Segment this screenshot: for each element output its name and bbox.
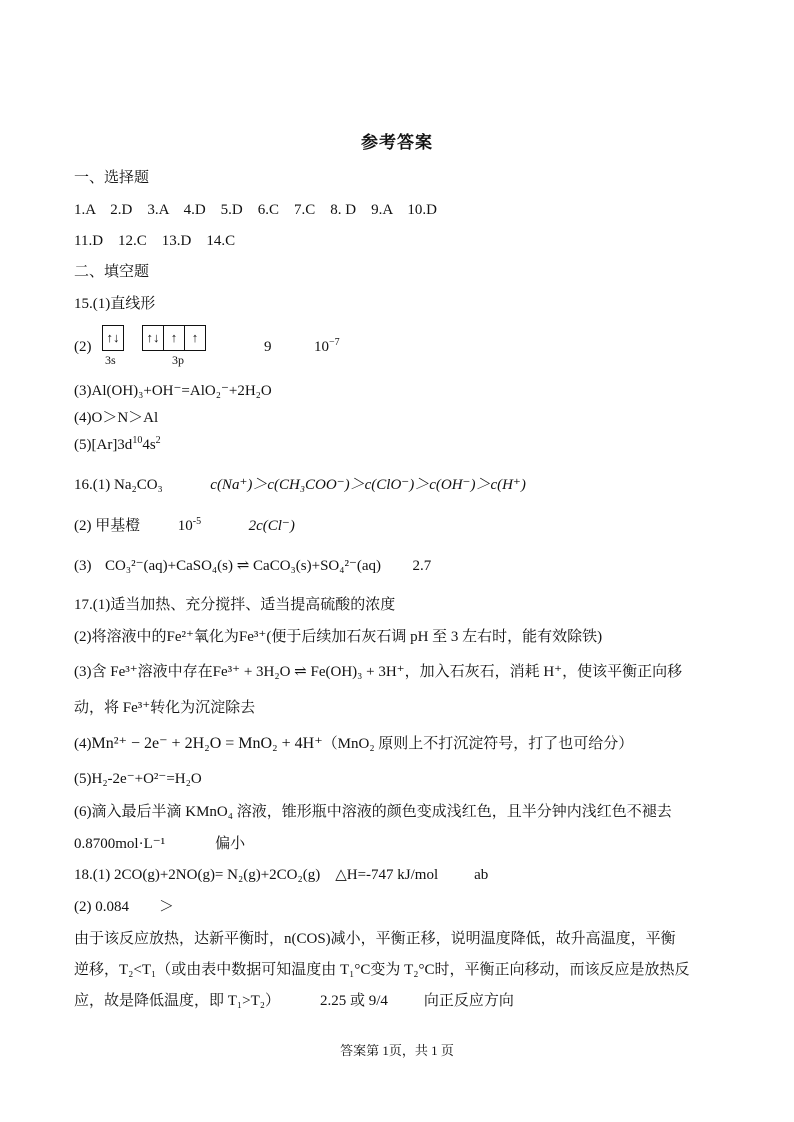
orbital-label-3s: 3s xyxy=(105,353,116,367)
q16-part2-expression: 2c(Cl⁻) xyxy=(248,518,295,534)
orbital-3p xyxy=(142,325,205,367)
q16-equation: CO₃²⁻(aq)+CaSO₄(s) ⇌ CaCO₃(s)+SO₄²⁻(aq) xyxy=(105,558,382,574)
page-footer: 答案第 1页，共 1 页 xyxy=(340,1043,454,1058)
q15-value-9: 9 xyxy=(264,339,272,355)
q16-concentration-order: c(Na⁺)＞c(CH₃COO⁻)＞c(ClO⁻)＞c(OH⁻)＞c(H⁺) xyxy=(210,477,526,493)
q16-part3: (3) CO₃²⁻(aq)+CaSO₄(s) ⇌ CaCO₃(s)+SO₄²⁻(aq) 2.7 xyxy=(74,558,432,574)
q17-part3: (3)含 Fe³⁺溶液中存在Fe³⁺ + 3H₂O ⇌ Fe(OH)₃ + 3H⁺，加入石灰石，消耗 H⁺，使该平衡正向移 xyxy=(74,664,683,680)
q16-part1-label: 16.(1) Na₂CO₃ xyxy=(74,477,163,493)
orbital-label-3p: 3p xyxy=(172,353,184,367)
q18-explanation-2: 逆移，T₂<T₁（或由表中数据可知温度由 T₁°C变为 T₂°C时，平衡正向移动，而该反应是放热反 xyxy=(74,962,690,978)
q15-part3: (3)Al(OH)₃+OH⁻=AlO₂⁻+2H₂O xyxy=(74,383,272,399)
q15-part5: $(5)[Ar]3d^{10}4s^2$ xyxy=(74,435,161,453)
choice-answers-row-2: 11.D 12.C 13.D 14.C xyxy=(74,233,236,249)
orbital-box-3p-1: ↑↓ xyxy=(142,325,164,351)
orbital-box-3p-2: ↑ xyxy=(163,325,185,351)
q17-hydrolysis-equation: Fe³⁺ + 3H₂O ⇌ Fe(OH)₃ + 3H⁺ xyxy=(212,664,405,680)
q17-electrode-equation: Mn²⁺ − 2e⁻ + 2H₂O = MnO₂ + 4H⁺ xyxy=(91,735,323,752)
q15-part1: 15.(1)直线形 xyxy=(74,296,156,312)
q15-part2-label: (2) xyxy=(74,339,92,355)
q17-part2: (2)将溶液中的Fe²⁺氧化为Fe³⁺(便于后续加石灰石调 pH 至 3 左右时，能有效除铁) xyxy=(74,629,603,645)
q18-part2: (2) 0.084 ＞ xyxy=(74,899,175,915)
q17-part6: (6)滴入最后半滴 KMnO₄ 溶液，锥形瓶中溶液的颜色变成浅红色，且半分钟内浅红色不褪去 xyxy=(74,804,672,820)
choice-answers-row-1: 1.A 2.D 3.A 4.D 5.D 6.C 7.C 8. D 9.A 10.D xyxy=(74,202,437,218)
q18-part1: 18.(1) 2CO(g)+2NO(g)= N₂(g)+2CO₂(g) △H=-747 kJ/mol ab xyxy=(74,867,489,883)
orbital-3s xyxy=(102,325,123,367)
page-title: 参考答案 xyxy=(361,133,433,152)
q15-value-power: $10^{-7}$ xyxy=(314,337,340,355)
q16-part2: (2) 甲基橙 $10^{-5}$ 2c(Cl⁻) xyxy=(74,516,295,534)
q18-explanation-3: 应，故是降低温度，即 T₁>T₂） 2.25 或 9/4 向正反应方向 xyxy=(74,993,514,1009)
q15-part4: (4)O＞N＞Al xyxy=(74,410,159,426)
orbital-box-3p-3: ↑ xyxy=(184,325,206,351)
q16-part1 xyxy=(74,473,526,494)
q17-part4: (4)Mn²⁺ − 2e⁻ + 2H₂O = MnO₂ + 4H⁺（MnO₂ 原则上不打沉淀符号，打了也可给分） xyxy=(74,735,634,752)
q17-part5: (5)H₂-2e⁻+O²⁻=H₂O xyxy=(74,771,202,787)
q16-part2-value: $10^{-5}$ xyxy=(177,516,202,534)
section-choice-heading: 一、选择题 xyxy=(74,170,150,186)
q16-part3-value: 2.7 xyxy=(412,558,432,574)
section-fill-heading: 二、填空题 xyxy=(74,264,150,280)
q18-explanation-1: 由于该反应放热，达新平衡时，n(COS)减小，平衡正移，说明温度降低，故升高温度，平衡 xyxy=(74,931,676,947)
q17-part6-results: 0.8700mol·L⁻¹ 偏小 xyxy=(74,836,246,852)
q17-part3-continued: 动，将 Fe³⁺转化为沉淀除去 xyxy=(74,700,256,716)
orbital-box-3s: ↑↓ xyxy=(102,325,124,351)
q17-part1: 17.(1)适当加热、充分搅拌、适当提高硫酸的浓度 xyxy=(74,597,396,613)
